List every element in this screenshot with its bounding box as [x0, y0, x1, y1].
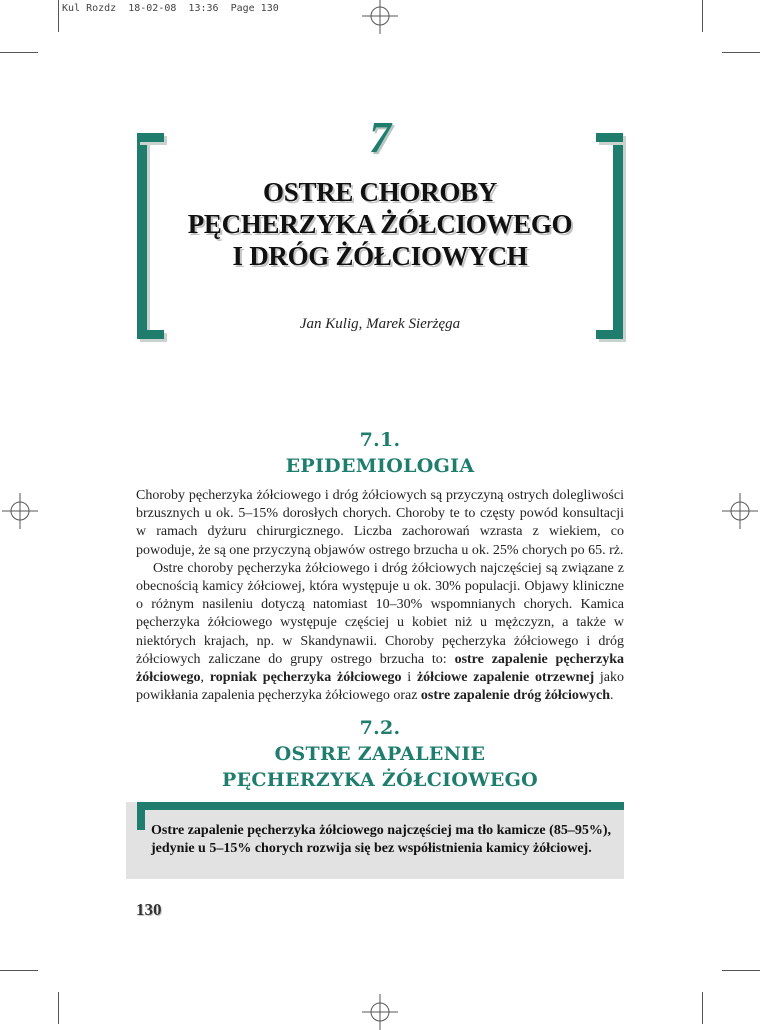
section-title-line: OSTRE ZAPALENIE — [274, 743, 486, 765]
section-title-line: PĘCHERZYKA ŻÓŁCIOWEGO — [221, 769, 538, 791]
chapter-title-line: OSTRE CHOROBY — [263, 177, 497, 207]
crop-mark — [702, 0, 703, 32]
crop-mark — [58, 992, 59, 1024]
key-point-text: Ostre zapalenie pęcherzyka żółciowego najczęściej ma tło kamicze (85–95%), jedynie u 5–15% chorych rozwija się bez współistnienia kamicy żółciowej. — [151, 823, 611, 857]
registration-mark-icon — [2, 493, 38, 529]
section-body — [136, 487, 624, 705]
crop-mark — [702, 992, 703, 1024]
page-number: 130 — [136, 900, 162, 919]
registration-mark-icon — [362, 994, 398, 1030]
crop-mark — [722, 52, 760, 53]
crop-mark — [58, 0, 59, 32]
chapter-title-line: PĘCHERZYKA ŻÓŁCIOWEGO — [187, 209, 573, 239]
chapter-title-line: I DRÓG ŻÓŁCIOWYCH — [232, 241, 528, 271]
registration-mark-icon — [722, 493, 758, 529]
bold-term: ropniak pęcherzyka żółciowego — [209, 670, 402, 686]
crop-mark — [722, 970, 760, 971]
bold-term: ostre zapalenie dróg żółciowych — [420, 688, 611, 704]
paragraph: Ostre choroby pęcherzyka żółciowego i dróg żółciowych najczęściej są związane z obecnością kamicy żółciowej, która występuje u ok. 30% populacji. Objawy kliniczne o różnym nasileniu dotyczą natomiast 10–30% wspomnianych chorych. Kamica pęcherzyka żółciowego występuje częściej u kobiet niż u mężczyzn, a także w niektórych krajach, np. w Skandynawii. Choroby pęcherzyka żółciowego i dróg żółciowych zaliczane do grupy ostrego brzucha to: ostre zapalenie pęcherzyka żółciowego, ropniak pęcherzyka żółciowego i żółciowe zapalenie otrzewnej jako powikłania zapalenia pęcherzyka żółciowego oraz ostre zapalenie dróg żółciowych. — [136, 560, 625, 704]
chapter-number: 7 — [369, 113, 391, 162]
chapter-authors: Jan Kulig, Marek Sierżęga — [299, 316, 461, 332]
chapter-title — [140, 176, 620, 272]
key-point-box-accent — [137, 802, 145, 830]
paragraph: Choroby pęcherzyka żółciowego i dróg żółciowych są przyczyną ostrych dolegliwości brzusznych u ok. 5–15% dorosłych chorych. Choroby te to częsty powód konsultacji w ramach dyżuru chirurgicznego. Liczba zachorowań wzrasta z wiekiem, co powoduje, że są one przyczyną objawów ostrego brzucha u ok. 25% chorych po 65. rż. — [136, 488, 624, 558]
section-number: 7.2. — [359, 717, 401, 739]
section-number: 7.1. — [359, 429, 401, 451]
section-title: EPIDEMIOLOGIA — [285, 455, 475, 477]
crop-mark — [0, 970, 38, 971]
key-point-box-accent — [137, 802, 624, 810]
print-slug: Kul Rozdz 18-02-08 13:36 Page 130 — [62, 3, 279, 14]
section-heading-epidemiology — [136, 427, 624, 479]
section-heading-acute-cholecystitis — [136, 715, 624, 793]
bold-term: żółciowe zapalenie otrzewnej — [416, 670, 595, 686]
bold-term: ostre zapalenie pęcherzyka żółciowego — [136, 651, 624, 686]
registration-mark-icon — [362, 0, 398, 34]
crop-mark — [0, 52, 38, 53]
